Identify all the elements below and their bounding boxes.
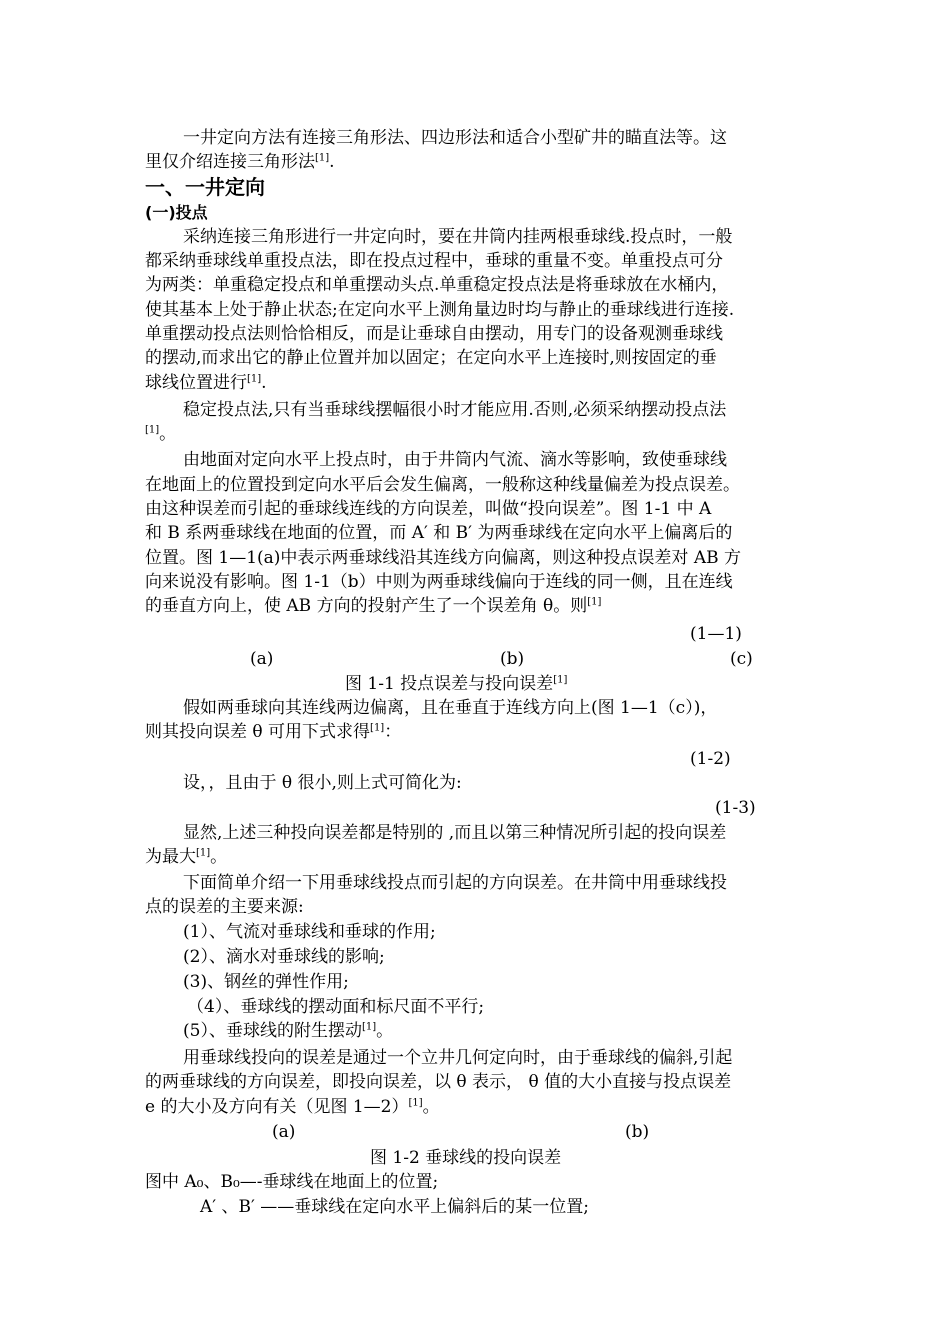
figure-1-2-label-a: (a): [272, 1122, 296, 1142]
p1-line-6: 的摆动,而求出它的静止位置并加以固定；在定向水平上连接时,则按固定的垂: [145, 348, 717, 368]
list-item-3: (3)、钢丝的弹性作用;: [183, 972, 349, 992]
list-item-4: （4）、垂球线的摆动面和标尺面不平行;: [187, 997, 485, 1017]
p8-line-3: e 的大小及方向有关（见图 1—2）[1]。: [145, 1097, 440, 1117]
p7-line-1: 下面简单介绍一下用垂球线投点而引起的方向误差。在井筒中用垂球线投: [183, 873, 727, 893]
list-item-2: (2）、滴水对垂球线的影响;: [183, 947, 385, 967]
citation-ref: [1]: [370, 722, 385, 734]
p6-line-2: 为最大[1]。: [145, 847, 228, 867]
figure-1-2-caption: 图 1-2 垂球线的投向误差: [370, 1148, 562, 1168]
figure-1-1-label-c: (c): [730, 649, 753, 669]
p1-line-7: 球线位置进行[1].: [145, 373, 267, 393]
p4-line-1: 假如两垂球向其连线两边偏离，且在垂直于连线方向上(图 1—1（c）)，: [183, 698, 718, 718]
section-title: 一、一井定向: [145, 175, 265, 199]
citation-ref: [1]: [247, 373, 262, 385]
p8-line-1: 用垂球线投向的误差是通过一个立井几何定向时，由于垂球线的偏斜,引起: [183, 1048, 733, 1068]
legend-line-2: A′ 、B′ ——垂球线在定向水平上偏斜后的某一位置;: [200, 1197, 590, 1217]
p2-line-1: 稳定投点法,只有当垂球线摆幅很小时才能应用.否则,必须采纳摆动投点法: [183, 400, 727, 420]
citation-ref: [1]: [315, 152, 330, 164]
p1-line-4: 使其基本上处于静止状态;在定向水平上测角量边时均与静止的垂球线进行连接.: [145, 300, 735, 320]
citation-ref: [1]: [553, 674, 568, 686]
intro-line-2: 里仅介绍连接三角形法[1].: [145, 152, 335, 172]
p1-line-1: 采纳连接三角形进行一井定向时，要在井筒内挂两根垂球线.投点时，一般: [183, 227, 733, 247]
p3-line-2: 在地面上的位置投到定向水平后会发生偏离，一般称这种线量偏差为投点误差。: [145, 475, 740, 495]
legend-line-1: 图中 A₀、B₀—-垂球线在地面上的位置;: [145, 1172, 439, 1192]
subsection-title: (一)投点: [145, 203, 208, 222]
figure-1-1-caption: 图 1-1 投点误差与投向误差[1]: [345, 674, 568, 694]
list-item-1: (1）、气流对垂球线和垂球的作用;: [183, 922, 436, 942]
p2-line-2: [1]。: [145, 424, 177, 444]
p1-line-3: 为两类：单重稳定投点和单重摆动头点.单重稳定投点法是将垂球放在水桶内，: [145, 275, 729, 295]
intro-line-1: 一井定向方法有连接三角形法、四边形法和适合小型矿井的瞄直法等。这: [183, 128, 727, 148]
figure-1-2-label-b: (b): [625, 1122, 650, 1142]
list-item-5: (5）、垂球线的附生摆动[1]。: [183, 1021, 394, 1041]
citation-ref: [1]: [361, 1021, 377, 1033]
citation-ref: [1]: [587, 596, 602, 608]
p3-line-7: 的垂直方向上，使 AB 方向的投射产生了一个误差角 θ。则[1]: [145, 596, 602, 616]
p3-line-3: 由这种误差而引起的垂球线连线的方向误差，叫做“投向误差”。图 1-1 中 A: [145, 499, 712, 519]
equation-number-1-2: (1-2): [690, 749, 731, 769]
p5-line-1: 设，，且由于 θ 很小,则上式可简化为:: [183, 773, 462, 793]
figure-1-1-label-a: (a): [250, 649, 274, 669]
p4-line-2: 则其投向误差 θ 可用下式求得[1]：: [145, 722, 402, 742]
p1-line-5: 单重摆动投点法则恰恰相反，而是让垂球自由摆动，用专门的设备观测垂球线: [145, 324, 723, 344]
citation-ref: [1]: [408, 1097, 423, 1109]
p3-line-1: 由地面对定向水平上投点时，由于井筒内气流、滴水等影响，致使垂球线: [183, 450, 727, 470]
p3-line-5: 位置。图 1—1(a)中表示两垂球线沿其连线方向偏离，则这种投点误差对 AB 方: [145, 548, 742, 568]
equation-number-1-1: (1—1): [690, 624, 742, 644]
citation-ref: [1]: [196, 847, 211, 859]
p1-line-2: 都采纳垂球线单重投点法，即在投点过程中，垂球的重量不变。单重投点可分: [145, 251, 723, 271]
p6-line-1: 显然,上述三种投向误差都是特别的 ,而且以第三种情况所引起的投向误差: [183, 823, 727, 843]
citation-ref: [1]: [145, 424, 160, 436]
p3-line-6: 向来说没有影响。图 1-1（b）中则为两垂球线偏向于连线的同一侧，且在连线: [145, 572, 733, 592]
p8-line-2: 的两垂球线的方向误差，即投向误差，以 θ 表示， θ 值的大小直接与投点误差: [145, 1072, 732, 1092]
p3-line-4: 和 B 系两垂球线在地面的位置，而 A′ 和 B′ 为两垂球线在定向水平上偏离后的: [145, 523, 733, 543]
equation-number-1-3: (1-3): [715, 798, 756, 818]
figure-1-1-label-b: (b): [500, 649, 525, 669]
p7-line-2: 点的误差的主要来源:: [145, 897, 304, 917]
